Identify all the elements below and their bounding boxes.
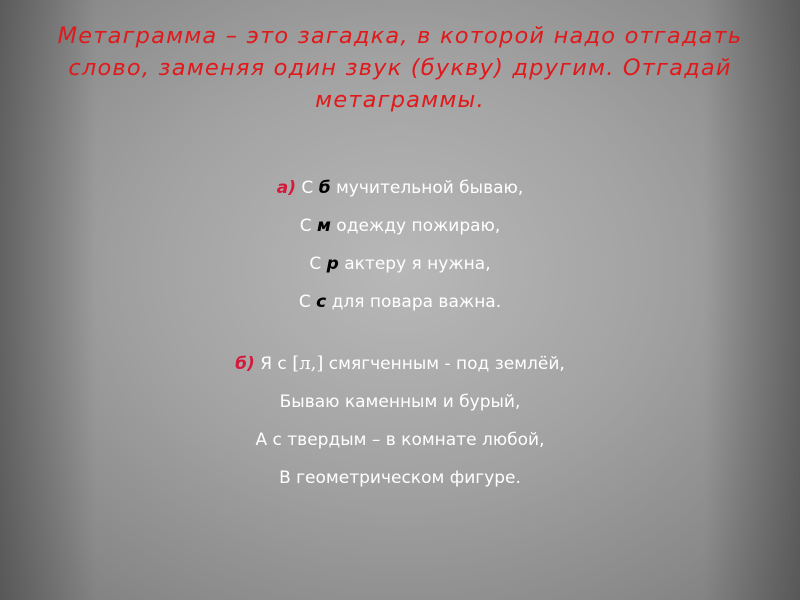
riddle-b-marker: б): [235, 354, 255, 374]
slide-title: Метаграмма – это загадка, в которой надо отгадать слово, заменяя один звук (букву) другим. Отгадай метаграммы.: [57, 23, 743, 113]
riddle-a-line-1: [0, 169, 800, 207]
riddle-a-marker: а): [276, 178, 297, 198]
riddle-a-line-2-pre: С: [299, 216, 317, 236]
riddle-a-key-letter-4: с: [316, 292, 327, 312]
riddle-a-line-4-post: для повара важна.: [326, 292, 502, 312]
riddle-b-line-4: В геометрическом фигуре.: [279, 468, 521, 488]
riddle-a-line-4-pre: С: [298, 292, 317, 312]
riddle-b: [0, 345, 800, 497]
riddle-a-line-1-post: мучительной бываю,: [330, 178, 524, 198]
riddle-a-line-3-pre: С: [309, 254, 327, 274]
riddle-a-key-letter-1: б: [318, 178, 331, 198]
riddle-a-key-letter-2: м: [317, 216, 331, 236]
riddle-a-line-3: [0, 245, 800, 283]
riddle-b-line-1-post: смягченным - под землёй,: [323, 354, 565, 374]
riddle-a-line-2-post: одежду пожираю,: [330, 216, 501, 236]
riddle-b-soft-sound: [л,]: [292, 353, 324, 374]
riddle-a-line-2: [0, 207, 800, 245]
riddle-b-line-1: [0, 345, 800, 383]
riddle-b-line-1-pre: Я с: [254, 354, 293, 374]
riddle-b-line-3: А с твердым – в комнате любой,: [255, 430, 545, 450]
riddle-a: [0, 169, 800, 321]
riddle-a-key-letter-3: р: [326, 254, 339, 274]
riddle-a-line-4: [0, 283, 800, 321]
riddle-b-line-2: Бываю каменным и бурый,: [279, 392, 521, 412]
riddle-a-line-3-post: актеру я нужна,: [338, 254, 491, 274]
riddle-a-line-1-pre: С: [296, 178, 319, 198]
